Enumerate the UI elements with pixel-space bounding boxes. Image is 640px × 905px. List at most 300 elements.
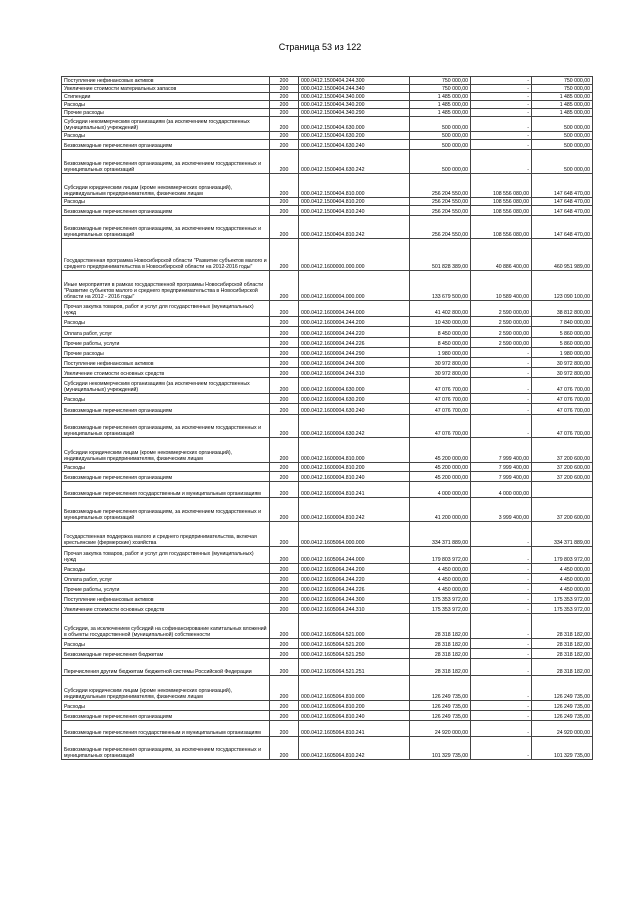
row-budget-code: 000.0412.1500404.244.300 (299, 77, 410, 85)
row-executed-amount: - (471, 415, 532, 438)
row-budget-code: 000.0412.1605064.244.200 (299, 564, 410, 574)
row-remaining-amount: 28 318 182,00 (532, 614, 593, 639)
row-admin-code: 200 (270, 132, 299, 140)
table-row (62, 564, 593, 574)
table-row (62, 547, 593, 564)
row-remaining-amount: 37 200 600,00 (532, 472, 593, 482)
row-admin-code: 200 (270, 438, 299, 463)
row-remaining-amount: 147 648 470,00 (532, 216, 593, 239)
row-budget-code: 000.0412.1605064.810.200 (299, 701, 410, 711)
row-executed-amount: - (471, 584, 532, 594)
row-executed-amount: - (471, 614, 532, 639)
row-budget-code: 000.0412.1600004.244.290 (299, 348, 410, 358)
row-remaining-amount: 500 000,00 (532, 117, 593, 132)
table-row (62, 271, 593, 301)
row-remaining-amount: 101 329 735,00 (532, 737, 593, 760)
row-remaining-amount: 47 076 700,00 (532, 415, 593, 438)
row-executed-amount: - (471, 140, 532, 150)
row-approved-amount: 1 485 000,00 (410, 101, 471, 109)
row-budget-code: 000.0412.1600004.810.200 (299, 463, 410, 472)
row-remaining-amount: 175 353 972,00 (532, 594, 593, 604)
row-approved-amount: 126 249 735,00 (410, 676, 471, 701)
row-name: Поступление нефинансовых активов (62, 77, 270, 85)
row-admin-code: 200 (270, 206, 299, 216)
row-executed-amount: 2 590 000,00 (471, 317, 532, 327)
row-name: Расходы (62, 701, 270, 711)
row-admin-code: 200 (270, 711, 299, 721)
table-row (62, 368, 593, 378)
row-budget-code: 000.0412.1605064.810.240 (299, 711, 410, 721)
row-budget-code: 000.0412.1600004.244.200 (299, 317, 410, 327)
row-name: Безвозмездные перечисления организациям (62, 206, 270, 216)
row-remaining-amount: 30 972 800,00 (532, 368, 593, 378)
table-row (62, 676, 593, 701)
row-admin-code: 200 (270, 348, 299, 358)
row-budget-code: 000.0412.1500404.810.240 (299, 206, 410, 216)
budget-table (61, 76, 593, 760)
row-admin-code: 200 (270, 676, 299, 701)
row-executed-amount: 3 999 400,00 (471, 498, 532, 522)
row-name: Прочая закупка товаров, работ и услуг для государственных (муниципальных) нужд (62, 301, 270, 317)
row-approved-amount: 175 353 972,00 (410, 604, 471, 614)
row-name: Поступление нефинансовых активов (62, 358, 270, 368)
row-executed-amount: 7 999 400,00 (471, 438, 532, 463)
row-approved-amount: 500 000,00 (410, 150, 471, 174)
row-approved-amount: 24 920 000,00 (410, 721, 471, 737)
row-budget-code: 000.0412.1600004.810.242 (299, 498, 410, 522)
row-admin-code: 200 (270, 358, 299, 368)
table-row (62, 358, 593, 368)
table-row (62, 338, 593, 348)
row-name: Прочие работы, услуги (62, 338, 270, 348)
row-approved-amount: 126 249 735,00 (410, 711, 471, 721)
row-approved-amount: 28 318 182,00 (410, 659, 471, 676)
row-budget-code: 000.0412.1605064.521.250 (299, 649, 410, 659)
row-name: Увеличение стоимости материальных запасов (62, 85, 270, 93)
table-row (62, 498, 593, 522)
row-admin-code: 200 (270, 404, 299, 415)
table-row (62, 117, 593, 132)
row-budget-code: 000.0412.1600004.244.226 (299, 338, 410, 348)
row-approved-amount: 501 828 389,00 (410, 239, 471, 271)
row-executed-amount: - (471, 564, 532, 574)
row-name: Расходы (62, 198, 270, 206)
row-budget-code: 000.0412.1500404.810.200 (299, 198, 410, 206)
row-approved-amount: 47 076 700,00 (410, 415, 471, 438)
row-executed-amount: - (471, 368, 532, 378)
row-budget-code: 000.0412.1605064.810.000 (299, 676, 410, 701)
row-budget-code: 000.0412.1500404.810.000 (299, 174, 410, 198)
row-approved-amount: 45 200 000,00 (410, 472, 471, 482)
row-executed-amount: - (471, 101, 532, 109)
row-budget-code: 000.0412.1600004.630.200 (299, 394, 410, 404)
row-remaining-amount: 460 951 989,00 (532, 239, 593, 271)
row-budget-code: 000.0412.1600004.630.000 (299, 378, 410, 394)
table-row (62, 701, 593, 711)
row-executed-amount: - (471, 348, 532, 358)
table-row (62, 206, 593, 216)
row-remaining-amount: 47 076 700,00 (532, 404, 593, 415)
row-approved-amount: 8 450 000,00 (410, 338, 471, 348)
row-admin-code: 200 (270, 547, 299, 564)
row-budget-code: 000.0412.1500404.810.242 (299, 216, 410, 239)
row-approved-amount: 256 204 550,00 (410, 216, 471, 239)
table-row (62, 150, 593, 174)
table-row (62, 174, 593, 198)
row-name: Безвозмездные перечисления бюджетам (62, 649, 270, 659)
row-approved-amount: 30 972 800,00 (410, 358, 471, 368)
row-remaining-amount: 750 000,00 (532, 85, 593, 93)
row-name: Безвозмездные перечисления организациям, за исключением государственных и муниципальных организаций (62, 737, 270, 760)
table-row (62, 482, 593, 498)
row-executed-amount: - (471, 721, 532, 737)
row-admin-code: 200 (270, 614, 299, 639)
row-name: Прочие работы, услуги (62, 584, 270, 594)
row-name: Безвозмездные перечисления организациям (62, 472, 270, 482)
table-row (62, 140, 593, 150)
row-executed-amount: - (471, 547, 532, 564)
row-remaining-amount: 123 090 100,00 (532, 271, 593, 301)
row-budget-code: 000.0412.1600004.810.241 (299, 482, 410, 498)
row-name: Субсидии некоммерческим организациям (за исключением государственных (муниципальных) учреждений) (62, 378, 270, 394)
row-executed-amount: 108 556 080,00 (471, 206, 532, 216)
table-row (62, 721, 593, 737)
row-executed-amount: - (471, 404, 532, 415)
row-budget-code: 000.0412.1600004.244.000 (299, 301, 410, 317)
table-row (62, 378, 593, 394)
row-approved-amount: 500 000,00 (410, 132, 471, 140)
row-executed-amount: - (471, 150, 532, 174)
row-approved-amount: 256 204 550,00 (410, 198, 471, 206)
row-name: Субсидии юридическим лицам (кроме некоммерческих организаций), индивидуальным предпринимателям, физическим лицам (62, 676, 270, 701)
row-executed-amount: - (471, 378, 532, 394)
table-row (62, 584, 593, 594)
row-name: Расходы (62, 564, 270, 574)
row-budget-code: 000.0412.1600004.810.000 (299, 438, 410, 463)
row-executed-amount: - (471, 93, 532, 101)
row-remaining-amount: 175 353 972,00 (532, 604, 593, 614)
row-executed-amount: - (471, 676, 532, 701)
row-name: Безвозмездные перечисления организациям, за исключением государственных и муниципальных организаций (62, 216, 270, 239)
row-approved-amount: 334 371 889,00 (410, 522, 471, 547)
table-row (62, 216, 593, 239)
row-approved-amount: 30 972 800,00 (410, 368, 471, 378)
table-row (62, 604, 593, 614)
row-approved-amount: 41 402 800,00 (410, 301, 471, 317)
row-name: Увеличение стоимости основных средств (62, 368, 270, 378)
row-budget-code: 000.0412.1600004.244.220 (299, 327, 410, 338)
row-remaining-amount: 179 803 972,00 (532, 547, 593, 564)
row-approved-amount: 28 318 182,00 (410, 649, 471, 659)
row-admin-code: 200 (270, 109, 299, 117)
row-admin-code: 200 (270, 85, 299, 93)
row-name: Расходы (62, 132, 270, 140)
table-row (62, 574, 593, 584)
table-row (62, 317, 593, 327)
row-budget-code: 000.0412.1605064.810.241 (299, 721, 410, 737)
row-name: Перечисления другим бюджетам бюджетной системы Российской Федерации (62, 659, 270, 676)
row-executed-amount: 40 886 400,00 (471, 239, 532, 271)
row-budget-code: 000.0412.1600004.810.240 (299, 472, 410, 482)
row-executed-amount: - (471, 701, 532, 711)
row-name: Безвозмездные перечисления организациям, за исключением государственных и муниципальных организаций (62, 498, 270, 522)
row-name: Субсидии юридическим лицам (кроме некоммерческих организаций), индивидуальным предпринимателям, физическим лицам (62, 438, 270, 463)
row-approved-amount: 1 980 000,00 (410, 348, 471, 358)
row-admin-code: 200 (270, 639, 299, 649)
row-admin-code: 200 (270, 498, 299, 522)
row-approved-amount: 1 485 000,00 (410, 93, 471, 101)
row-admin-code: 200 (270, 198, 299, 206)
row-budget-code: 000.0412.1605064.244.220 (299, 574, 410, 584)
row-admin-code: 200 (270, 701, 299, 711)
row-executed-amount: - (471, 109, 532, 117)
row-name: Безвозмездные перечисления организациям (62, 711, 270, 721)
row-admin-code: 200 (270, 101, 299, 109)
row-executed-amount: - (471, 574, 532, 584)
row-admin-code: 200 (270, 271, 299, 301)
row-name: Оплата работ, услуг (62, 327, 270, 338)
row-executed-amount: - (471, 659, 532, 676)
row-budget-code: 000.0412.1600004.000.000 (299, 271, 410, 301)
table-row (62, 101, 593, 109)
row-executed-amount: 108 556 080,00 (471, 174, 532, 198)
table-row (62, 85, 593, 93)
row-executed-amount: - (471, 711, 532, 721)
row-name: Государственная программа Новосибирской области "Развитие субъектов малого и среднего предпринимательства в Новосибирской области на 2012-2016 годы" (62, 239, 270, 271)
row-remaining-amount: 750 000,00 (532, 77, 593, 85)
row-remaining-amount: 47 076 700,00 (532, 394, 593, 404)
row-approved-amount: 133 679 500,00 (410, 271, 471, 301)
row-admin-code: 200 (270, 77, 299, 85)
row-approved-amount: 10 430 000,00 (410, 317, 471, 327)
row-admin-code: 200 (270, 659, 299, 676)
row-admin-code: 200 (270, 522, 299, 547)
row-budget-code: 000.0412.1500404.630.242 (299, 150, 410, 174)
row-remaining-amount: 147 648 470,00 (532, 174, 593, 198)
row-admin-code: 200 (270, 394, 299, 404)
row-executed-amount: - (471, 358, 532, 368)
row-remaining-amount: 28 318 182,00 (532, 659, 593, 676)
row-executed-amount: - (471, 737, 532, 760)
row-remaining-amount: 4 450 000,00 (532, 584, 593, 594)
row-admin-code: 200 (270, 482, 299, 498)
row-executed-amount: - (471, 85, 532, 93)
row-admin-code: 200 (270, 472, 299, 482)
row-remaining-amount: 126 249 735,00 (532, 676, 593, 701)
row-admin-code: 200 (270, 216, 299, 239)
row-budget-code: 000.0412.1500404.630.000 (299, 117, 410, 132)
row-approved-amount: 47 076 700,00 (410, 378, 471, 394)
row-remaining-amount: 7 840 000,00 (532, 317, 593, 327)
table-row (62, 109, 593, 117)
row-name: Расходы (62, 463, 270, 472)
row-admin-code: 200 (270, 150, 299, 174)
row-admin-code: 200 (270, 140, 299, 150)
row-executed-amount: - (471, 117, 532, 132)
table-row (62, 522, 593, 547)
row-remaining-amount: 334 371 889,00 (532, 522, 593, 547)
row-admin-code: 200 (270, 649, 299, 659)
row-remaining-amount: 4 450 000,00 (532, 564, 593, 574)
table-row (62, 711, 593, 721)
row-name: Расходы (62, 101, 270, 109)
row-admin-code: 200 (270, 368, 299, 378)
row-approved-amount: 4 450 000,00 (410, 574, 471, 584)
row-budget-code: 000.0412.1605064.244.226 (299, 584, 410, 594)
row-executed-amount: 2 590 000,00 (471, 301, 532, 317)
row-remaining-amount: 126 249 735,00 (532, 711, 593, 721)
row-name: Безвозмездные перечисления организациям, за исключением государственных и муниципальных организаций (62, 150, 270, 174)
row-executed-amount: - (471, 77, 532, 85)
row-remaining-amount: 1 485 000,00 (532, 101, 593, 109)
table-row (62, 639, 593, 649)
table-row (62, 649, 593, 659)
row-budget-code: 000.0412.1500404.340.290 (299, 109, 410, 117)
row-budget-code: 000.0412.1500404.244.340 (299, 85, 410, 93)
row-executed-amount: 2 590 000,00 (471, 338, 532, 348)
row-approved-amount: 126 249 735,00 (410, 701, 471, 711)
row-remaining-amount: 500 000,00 (532, 140, 593, 150)
row-budget-code: 000.0412.1600004.630.242 (299, 415, 410, 438)
table-row (62, 93, 593, 101)
row-name: Расходы (62, 394, 270, 404)
row-executed-amount: - (471, 639, 532, 649)
row-name: Иные мероприятия в рамках государственной программы Новосибирской области "Развитие субъектов малого и среднего предпринимательства в Новосибирской области на 2012 - 2016 годы" (62, 271, 270, 301)
row-executed-amount: 10 589 400,00 (471, 271, 532, 301)
row-remaining-amount: 37 200 600,00 (532, 498, 593, 522)
table-row (62, 404, 593, 415)
row-budget-code: 000.0412.1605064.244.310 (299, 604, 410, 614)
row-executed-amount: - (471, 132, 532, 140)
row-approved-amount: 45 200 000,00 (410, 438, 471, 463)
row-remaining-amount: 30 972 800,00 (532, 358, 593, 368)
row-name: Расходы (62, 639, 270, 649)
row-budget-code: 000.0412.1605064.244.300 (299, 594, 410, 604)
row-remaining-amount: 1 485 000,00 (532, 93, 593, 101)
row-approved-amount: 28 318 182,00 (410, 639, 471, 649)
row-admin-code: 200 (270, 737, 299, 760)
page-number-header: Страница 53 из 122 (278, 42, 362, 52)
row-approved-amount: 500 000,00 (410, 140, 471, 150)
row-remaining-amount: 147 648 470,00 (532, 198, 593, 206)
row-name: Оплата работ, услуг (62, 574, 270, 584)
row-remaining-amount: 38 812 800,00 (532, 301, 593, 317)
row-remaining-amount: 1 485 000,00 (532, 109, 593, 117)
row-admin-code: 200 (270, 378, 299, 394)
row-remaining-amount: 5 860 000,00 (532, 338, 593, 348)
table-row (62, 472, 593, 482)
row-approved-amount: 175 353 972,00 (410, 594, 471, 604)
row-remaining-amount: 1 980 000,00 (532, 348, 593, 358)
row-budget-code: 000.0412.1600004.244.310 (299, 368, 410, 378)
row-remaining-amount: 24 920 000,00 (532, 721, 593, 737)
row-budget-code: 000.0412.1605064.521.251 (299, 659, 410, 676)
table-row (62, 438, 593, 463)
row-approved-amount: 45 200 000,00 (410, 463, 471, 472)
table-row (62, 737, 593, 760)
row-remaining-amount: 28 318 182,00 (532, 649, 593, 659)
table-row (62, 198, 593, 206)
row-name: Государственная поддержка малого и среднего предпринимательства, включая крестьянские (фермерские) хозяйства (62, 522, 270, 547)
row-budget-code: 000.0412.1500404.340.000 (299, 93, 410, 101)
row-approved-amount: 41 200 000,00 (410, 498, 471, 522)
row-name: Расходы (62, 317, 270, 327)
row-budget-code: 000.0412.1600004.244.300 (299, 358, 410, 368)
row-budget-code: 000.0412.1600004.630.240 (299, 404, 410, 415)
row-remaining-amount (532, 482, 593, 498)
row-remaining-amount: 4 450 000,00 (532, 574, 593, 584)
row-name: Субсидии некоммерческим организациям (за исключением государственных (муниципальных) учреждений) (62, 117, 270, 132)
row-approved-amount: 28 318 182,00 (410, 614, 471, 639)
row-name: Прочие расходы (62, 109, 270, 117)
row-executed-amount: - (471, 522, 532, 547)
row-name: Безвозмездные перечисления организациям (62, 140, 270, 150)
row-remaining-amount: 500 000,00 (532, 150, 593, 174)
row-admin-code: 200 (270, 721, 299, 737)
row-admin-code: 200 (270, 594, 299, 604)
table-row (62, 77, 593, 85)
table-row (62, 594, 593, 604)
row-executed-amount: 108 556 080,00 (471, 198, 532, 206)
row-name: Прочие расходы (62, 348, 270, 358)
row-budget-code: 000.0412.1605064.810.242 (299, 737, 410, 760)
row-executed-amount: 108 556 080,00 (471, 216, 532, 239)
row-name: Безвозмездные перечисления государственным и муниципальным организациям (62, 482, 270, 498)
row-admin-code: 200 (270, 317, 299, 327)
row-executed-amount: 2 590 000,00 (471, 327, 532, 338)
table-row (62, 327, 593, 338)
row-executed-amount: - (471, 394, 532, 404)
row-approved-amount: 256 204 550,00 (410, 174, 471, 198)
row-remaining-amount: 500 000,00 (532, 132, 593, 140)
row-admin-code: 200 (270, 338, 299, 348)
table-row (62, 348, 593, 358)
row-approved-amount: 8 450 000,00 (410, 327, 471, 338)
row-name: Поступление нефинансовых активов (62, 594, 270, 604)
table-row (62, 394, 593, 404)
row-name: Безвозмездные перечисления организациям (62, 404, 270, 415)
row-remaining-amount: 126 249 735,00 (532, 701, 593, 711)
row-executed-amount: 7 999 400,00 (471, 472, 532, 482)
row-approved-amount: 47 076 700,00 (410, 404, 471, 415)
table-row (62, 301, 593, 317)
row-approved-amount: 750 000,00 (410, 77, 471, 85)
row-executed-amount: - (471, 649, 532, 659)
row-remaining-amount: 5 860 000,00 (532, 327, 593, 338)
row-budget-code: 000.0412.1600000.000.000 (299, 239, 410, 271)
budget-table-body (62, 77, 593, 760)
row-budget-code: 000.0412.1605064.521.200 (299, 639, 410, 649)
row-budget-code: 000.0412.1605064.244.000 (299, 547, 410, 564)
row-approved-amount: 101 329 735,00 (410, 737, 471, 760)
row-admin-code: 200 (270, 415, 299, 438)
table-row (62, 239, 593, 271)
row-name: Стипендии (62, 93, 270, 101)
row-budget-code: 000.0412.1500404.630.200 (299, 132, 410, 140)
row-approved-amount: 750 000,00 (410, 85, 471, 93)
row-admin-code: 200 (270, 239, 299, 271)
row-approved-amount: 4 450 000,00 (410, 564, 471, 574)
row-name: Безвозмездные перечисления государственным и муниципальным организациям (62, 721, 270, 737)
table-row (62, 415, 593, 438)
row-name: Безвозмездные перечисления организациям, за исключением государственных и муниципальных организаций (62, 415, 270, 438)
row-executed-amount: - (471, 594, 532, 604)
row-budget-code: 000.0412.1500404.630.240 (299, 140, 410, 150)
row-approved-amount: 500 000,00 (410, 117, 471, 132)
row-admin-code: 200 (270, 93, 299, 101)
row-approved-amount: 1 485 000,00 (410, 109, 471, 117)
table-row (62, 614, 593, 639)
